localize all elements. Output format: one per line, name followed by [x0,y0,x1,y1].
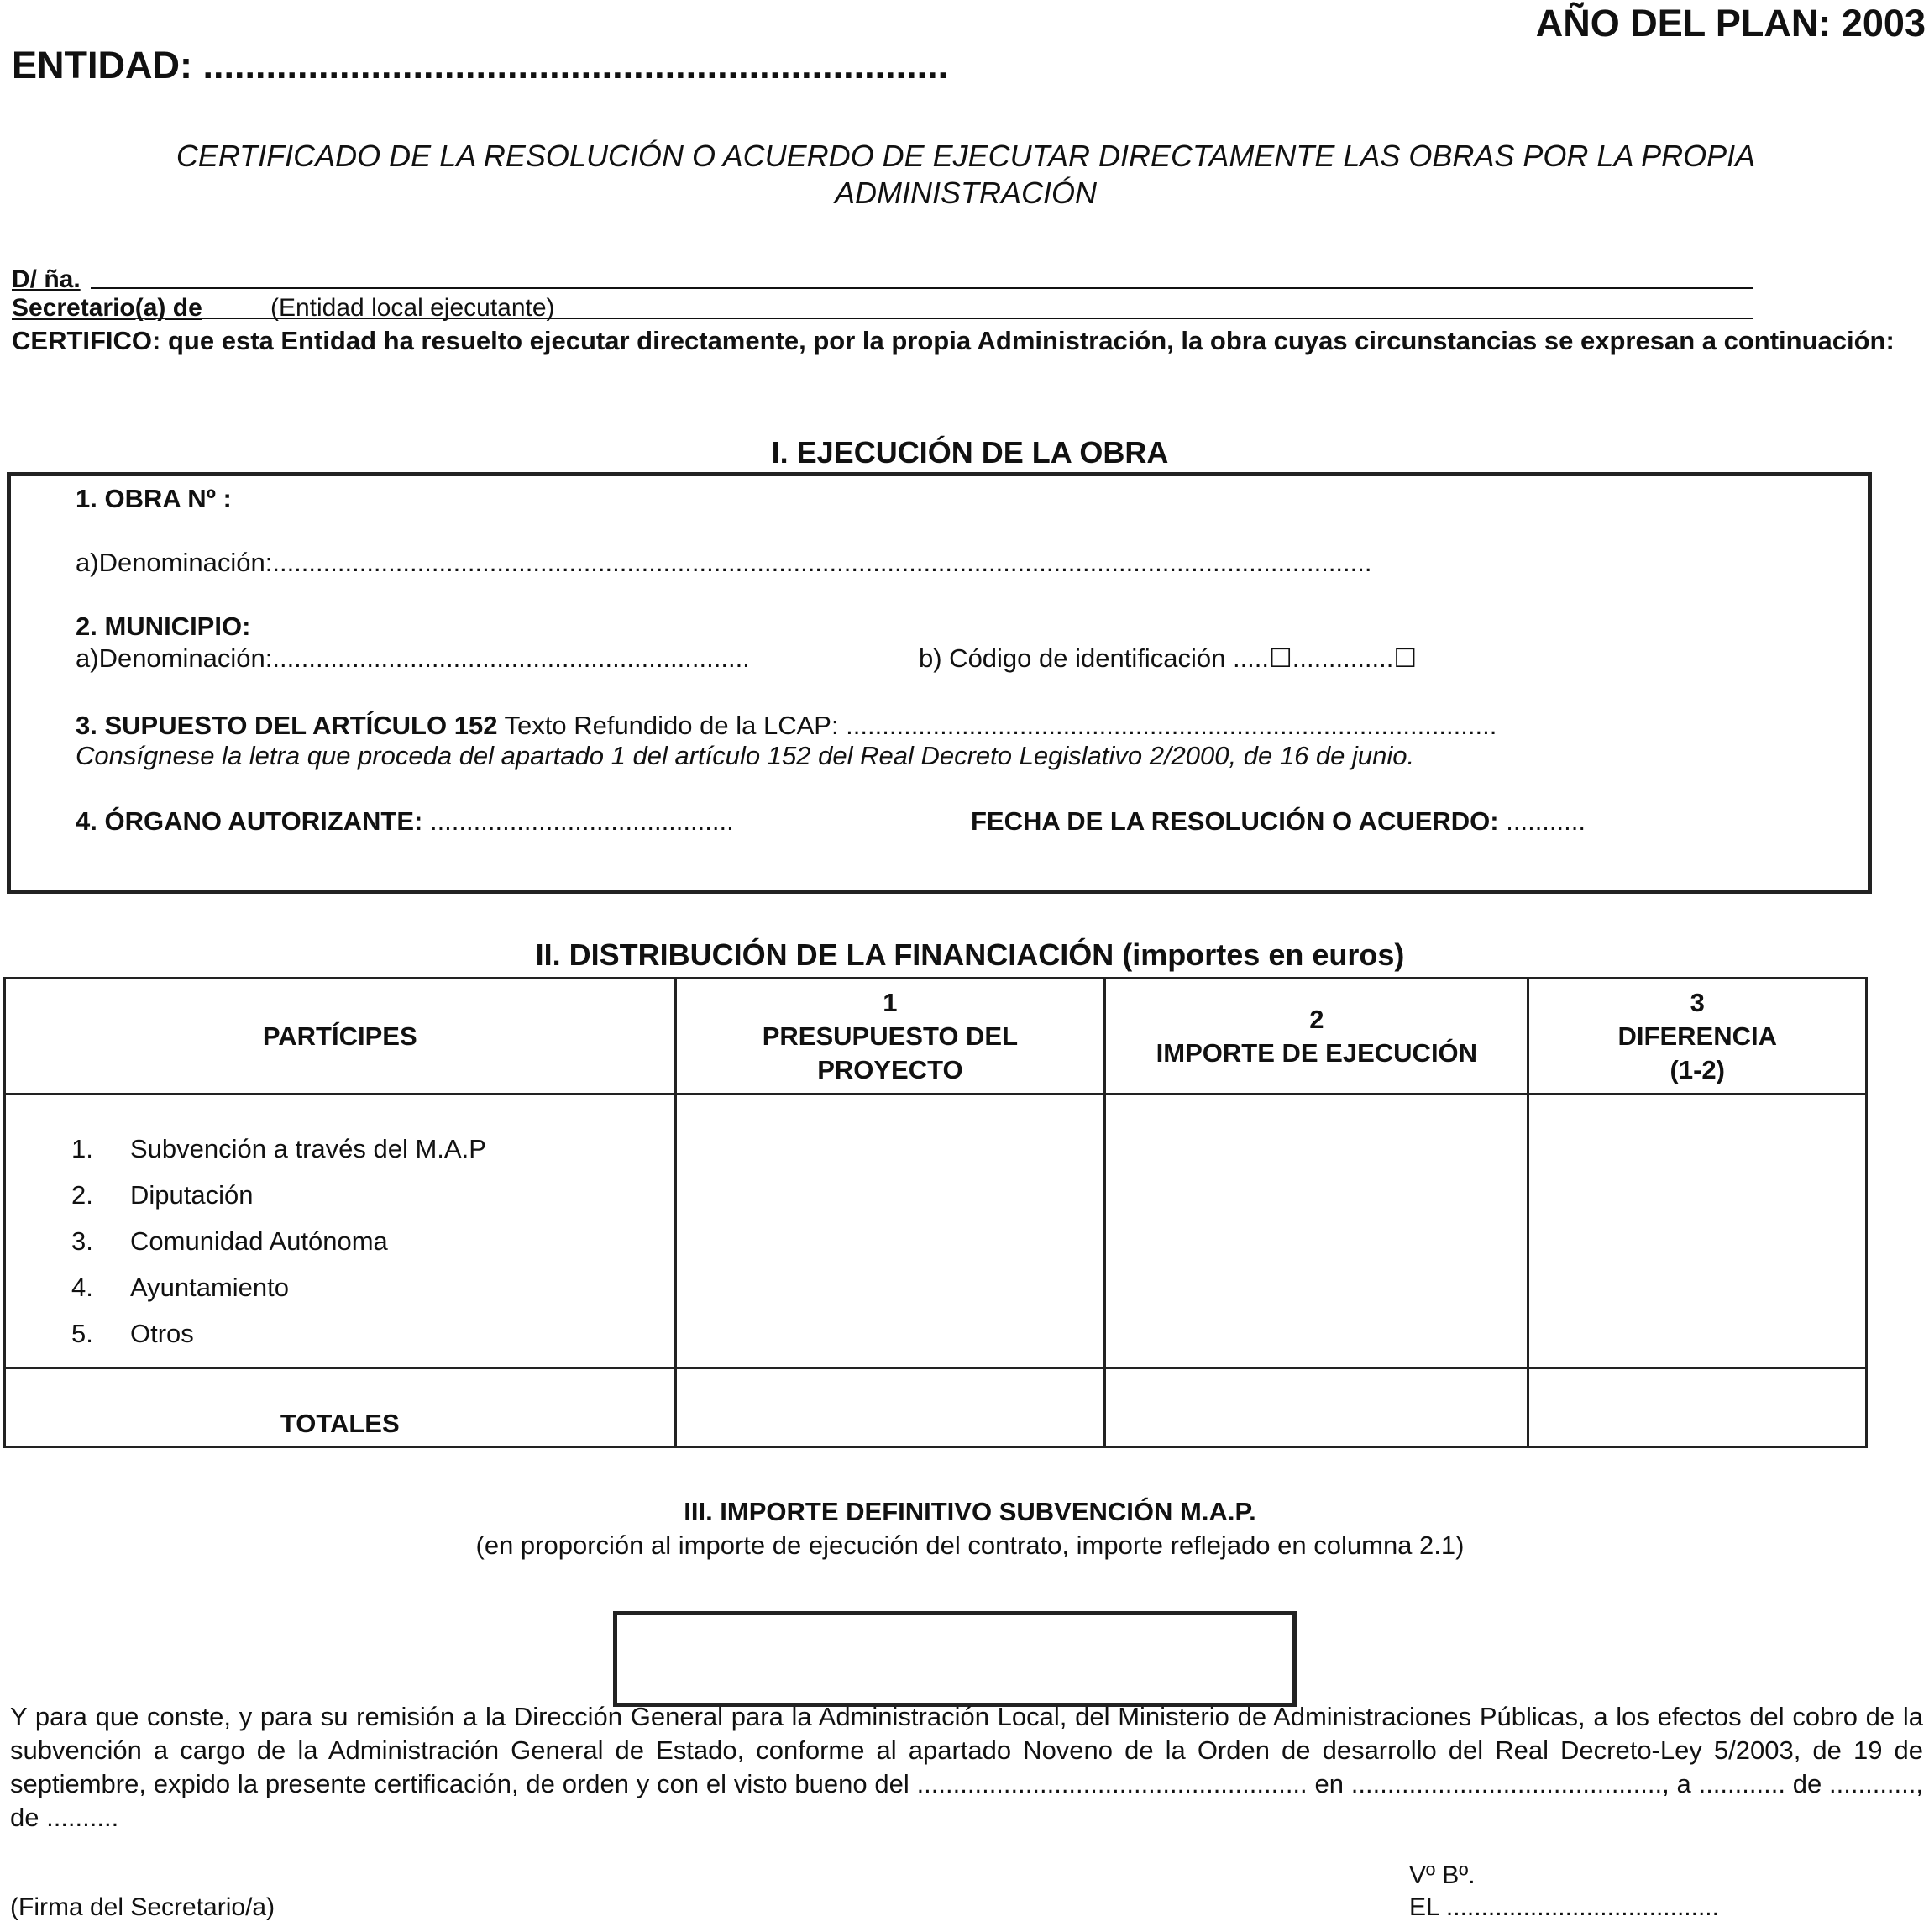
title-line-1: CERTIFICADO DE LA RESOLUCIÓN O ACUERDO DE EJECUTAR DIRECTAMENTE LAS OBRAS POR LA PROPIA [176,139,1756,173]
col-label: PARTÍCIPES [262,1021,417,1051]
list-item [71,1226,388,1257]
col-header-presupuesto [675,979,1105,1095]
section-3-subtitle: (en proporción al importe de ejecución del contrato, importe reflejado en columna 2.1) [475,1530,1465,1560]
col-label: PRESUPUESTO DEL PROYECTO [762,1021,1019,1084]
entity-field[interactable]: ENTIDAD: ....................................................................... [12,44,949,87]
certification-statement: CERTIFICO: que esta Entidad ha resuelto ejecutar directamente, por la propia Administración, la obra cuyas circunstancias se expresan a continuación: [12,326,1895,355]
municipio-label: 2. MUNICIPIO: [76,612,251,641]
fecha-dots: ........... [1498,806,1586,836]
col-number: 2 [1309,1004,1324,1034]
participant-number: 4. [71,1273,93,1302]
municipio-denominacion-field[interactable]: a)Denominación:.................................................................. [76,643,750,673]
fecha-field[interactable] [971,806,1586,837]
list-item [71,1180,253,1210]
organo-field[interactable] [76,806,734,837]
col-header-importe [1105,979,1528,1095]
secretary-label: Secretario(a) de [12,294,202,322]
participant-name: Otros [130,1319,194,1348]
presupuesto-cell[interactable] [675,1095,1105,1368]
participant-name: Subvención a través del M.A.P [130,1134,486,1163]
col-number: 3 [1690,987,1705,1017]
participant-number: 2. [71,1180,93,1210]
supuesto-note: Consígnese la letra que proceda del apartado 1 del artículo 152 del Real Decreto Legislativo 2/2000, de 16 de junio. [76,741,1415,770]
importe-cell[interactable] [1105,1095,1528,1368]
col-sublabel: (1-2) [1670,1054,1725,1084]
section-3-title: III. IMPORTE DEFINITIVO SUBVENCIÓN M.A.P. [684,1497,1256,1526]
supuesto-field[interactable] [76,711,1497,741]
title-line-2: ADMINISTRACIÓN [834,176,1097,210]
closing-statement: Y para que conste, y para su remisión a la Dirección General para la Administración Local, del Ministerio de Administraciones Públicas, a los efectos del cobro de la subvención a cargo de la Administración General de Estado, conforme al apartado Noveno de la Orden de desarrollo del Real Decreto-Ley 5/2003, de 19 de septiembre, expido la presente certificación, de orden y con el visto bueno del ...................................................... en ..........................................., a ............ de ............, de .......... [10,1702,1923,1832]
totals-diferencia-cell[interactable] [1528,1368,1867,1447]
totals-presupuesto-cell[interactable] [675,1368,1105,1447]
codigo-identificacion-field[interactable]: b) Código de identificación .....☐..............☐ [919,643,1418,673]
document-title [50,138,1881,212]
participant-number: 5. [71,1319,93,1348]
plan-year: AÑO DEL PLAN: 2003 [1535,2,1926,45]
col-header-participes [5,979,676,1095]
supuesto-label: 3. SUPUESTO DEL ARTÍCULO 152 [76,711,498,740]
supuesto-dots: Texto Refundido de la LCAP: .......................................................................................... [497,711,1497,740]
totals-row [5,1368,1867,1447]
totals-label: TOTALES [5,1368,676,1447]
organo-dots: .......................................... [422,806,734,836]
participant-number: 3. [71,1226,93,1256]
approver-field[interactable]: EL ....................................... [1409,1893,1719,1921]
obra-denominacion-field[interactable]: a)Denominación:........................................................................................................................................................ [76,548,1372,577]
obra-number-label[interactable]: 1. OBRA Nº : [76,484,232,513]
financing-table [3,977,1868,1448]
col-number: 1 [883,987,898,1017]
definitive-amount-box[interactable] [613,1611,1297,1707]
name-label: D/ ña. [12,265,81,293]
name-field-line[interactable] [91,287,1753,289]
col-header-diferencia [1528,979,1867,1095]
col-label: DIFERENCIA [1617,1021,1777,1051]
vobo-label: Vº Bº. [1409,1861,1476,1889]
list-item [71,1273,289,1303]
participant-number: 1. [71,1134,93,1163]
col-label: IMPORTE DE EJECUCIÓN [1156,1037,1478,1068]
participant-name: Comunidad Autónoma [130,1226,388,1256]
organo-label: 4. ÓRGANO AUTORIZANTE: [76,806,423,836]
secretary-field-line[interactable] [12,318,1753,319]
fecha-label: FECHA DE LA RESOLUCIÓN O ACUERDO: [971,806,1499,836]
diferencia-cell[interactable] [1528,1095,1867,1368]
list-item [71,1319,194,1349]
section-2-title: II. DISTRIBUCIÓN DE LA FINANCIACIÓN (importes en euros) [535,937,1405,972]
section-1-title: I. EJECUCIÓN DE LA OBRA [771,435,1169,470]
list-item [71,1134,486,1164]
participant-name: Ayuntamiento [130,1273,289,1302]
secretary-hint: (Entidad local ejecutante) [270,294,555,322]
participant-name: Diputación [130,1180,254,1210]
secretary-signature-label: (Firma del Secretario/a) [10,1893,275,1921]
totals-importe-cell[interactable] [1105,1368,1528,1447]
table-header-row [5,979,1867,1095]
